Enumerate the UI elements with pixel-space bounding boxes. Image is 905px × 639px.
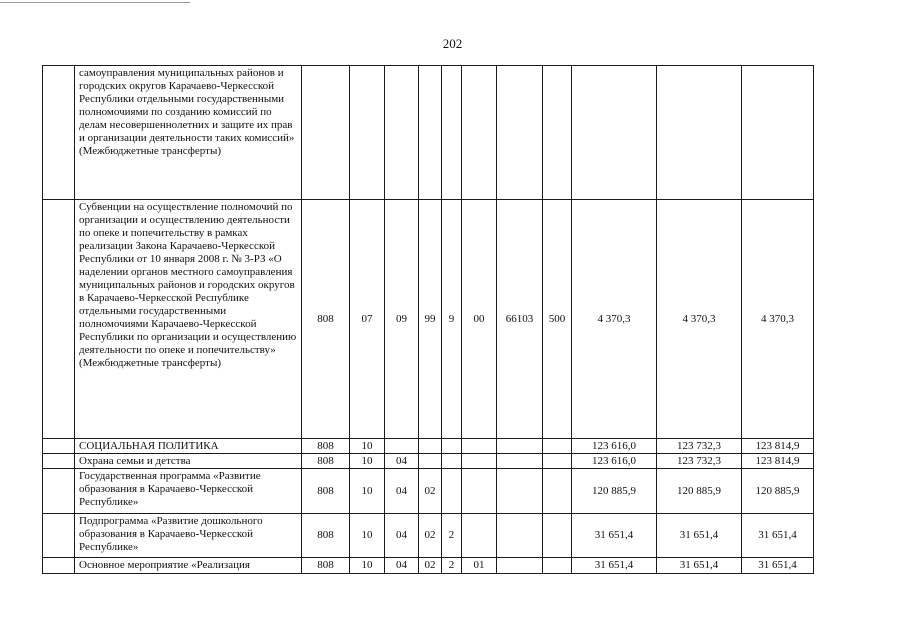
- subprogram-code-cell: [442, 469, 462, 514]
- program-code-cell: 02: [419, 469, 442, 514]
- ministry-code-cell: 808: [302, 558, 350, 574]
- description-cell: Подпрограмма «Развитие дошкольного образования в Карачаево-Черкесской Республике»: [75, 514, 302, 558]
- amount-year1-cell: 123 616,0: [572, 439, 657, 454]
- subprogram-code-cell: 2: [442, 514, 462, 558]
- expense-type-cell: 500: [543, 200, 572, 439]
- event-code-cell: [462, 66, 497, 200]
- section-code-cell: 10: [350, 439, 385, 454]
- table-row: [43, 514, 814, 558]
- program-code-cell: [419, 66, 442, 200]
- section-code-cell: 10: [350, 454, 385, 469]
- event-code-cell: [462, 454, 497, 469]
- amount-year3-cell: [742, 66, 814, 200]
- table-row: [43, 454, 814, 469]
- direction-code-cell: [497, 469, 543, 514]
- program-code-cell: 99: [419, 200, 442, 439]
- description-cell: СОЦИАЛЬНАЯ ПОЛИТИКА: [75, 439, 302, 454]
- ministry-code-cell: 808: [302, 469, 350, 514]
- table-row: [43, 200, 814, 439]
- event-code-cell: 01: [462, 558, 497, 574]
- ministry-code-cell: 808: [302, 454, 350, 469]
- subsection-code-cell: [385, 439, 419, 454]
- direction-code-cell: 66103: [497, 200, 543, 439]
- ministry-code-cell: 808: [302, 439, 350, 454]
- program-code-cell: 02: [419, 514, 442, 558]
- amount-year1-cell: 31 651,4: [572, 558, 657, 574]
- event-code-cell: [462, 439, 497, 454]
- expense-type-cell: [543, 454, 572, 469]
- section-code-cell: 10: [350, 514, 385, 558]
- event-code-cell: [462, 469, 497, 514]
- subprogram-code-cell: 2: [442, 558, 462, 574]
- description-cell: Государственная программа «Развитие образования в Карачаево-Черкесской Республике»: [75, 469, 302, 514]
- table-row: [43, 558, 814, 574]
- amount-year1-cell: 31 651,4: [572, 514, 657, 558]
- index-cell: [43, 558, 75, 574]
- amount-year1-cell: 123 616,0: [572, 454, 657, 469]
- amount-year1-cell: [572, 66, 657, 200]
- subprogram-code-cell: [442, 454, 462, 469]
- scan-edge-line: [0, 2, 190, 3]
- section-code-cell: [350, 66, 385, 200]
- subsection-code-cell: 04: [385, 514, 419, 558]
- program-code-cell: [419, 439, 442, 454]
- subsection-code-cell: 04: [385, 558, 419, 574]
- event-code-cell: [462, 514, 497, 558]
- table-row: [43, 66, 814, 200]
- section-code-cell: 10: [350, 469, 385, 514]
- direction-code-cell: [497, 454, 543, 469]
- subprogram-code-cell: [442, 66, 462, 200]
- subsection-code-cell: 04: [385, 469, 419, 514]
- direction-code-cell: [497, 66, 543, 200]
- index-cell: [43, 439, 75, 454]
- expense-type-cell: [543, 558, 572, 574]
- amount-year2-cell: 123 732,3: [657, 454, 742, 469]
- amount-year2-cell: 123 732,3: [657, 439, 742, 454]
- table-row: [43, 469, 814, 514]
- expense-type-cell: [543, 66, 572, 200]
- amount-year1-cell: 120 885,9: [572, 469, 657, 514]
- subprogram-code-cell: 9: [442, 200, 462, 439]
- direction-code-cell: [497, 514, 543, 558]
- index-cell: [43, 200, 75, 439]
- expense-type-cell: [543, 514, 572, 558]
- budget-table: [42, 65, 814, 574]
- amount-year3-cell: 120 885,9: [742, 469, 814, 514]
- direction-code-cell: [497, 558, 543, 574]
- description-cell: Охрана семьи и детства: [75, 454, 302, 469]
- index-cell: [43, 469, 75, 514]
- subsection-code-cell: 04: [385, 454, 419, 469]
- subsection-code-cell: [385, 66, 419, 200]
- ministry-code-cell: 808: [302, 200, 350, 439]
- expense-type-cell: [543, 439, 572, 454]
- amount-year3-cell: 123 814,9: [742, 454, 814, 469]
- description-cell: самоуправления муниципальных районов и городских округов Карачаево-Черкесской Республики отдельными государственными полномочиями по созданию комиссий по делам несовершеннолетних и защите их прав и организации деятельности таких комиссий» (Межбюджетные трансферты): [75, 66, 302, 200]
- amount-year2-cell: [657, 66, 742, 200]
- amount-year2-cell: 31 651,4: [657, 514, 742, 558]
- amount-year1-cell: 4 370,3: [572, 200, 657, 439]
- description-cell: Субвенции на осуществление полномочий по организации и осуществлению деятельности по опеке и попечительству в рамках реализации Закона Карачаево-Черкесской Республики от 10 января 2008 г. № 3-РЗ «О наделении органов местного самоуправления муниципальных районов и городских округов в Карачаево-Черкесской Республике отдельными государственными полномочиями Карачаево-Черкесской Республики по организации и осуществлению деятельности по опеке и попечительству» (Межбюджетные трансферты): [75, 200, 302, 439]
- index-cell: [43, 454, 75, 469]
- ministry-code-cell: [302, 66, 350, 200]
- program-code-cell: [419, 454, 442, 469]
- subprogram-code-cell: [442, 439, 462, 454]
- direction-code-cell: [497, 439, 543, 454]
- table-row: [43, 439, 814, 454]
- amount-year3-cell: 123 814,9: [742, 439, 814, 454]
- amount-year3-cell: 31 651,4: [742, 558, 814, 574]
- amount-year2-cell: 31 651,4: [657, 558, 742, 574]
- subsection-code-cell: 09: [385, 200, 419, 439]
- index-cell: [43, 66, 75, 200]
- amount-year2-cell: 4 370,3: [657, 200, 742, 439]
- ministry-code-cell: 808: [302, 514, 350, 558]
- event-code-cell: 00: [462, 200, 497, 439]
- description-cell: Основное мероприятие «Реализация: [75, 558, 302, 574]
- program-code-cell: 02: [419, 558, 442, 574]
- amount-year2-cell: 120 885,9: [657, 469, 742, 514]
- expense-type-cell: [543, 469, 572, 514]
- page-number: 202: [442, 36, 463, 51]
- index-cell: [43, 514, 75, 558]
- section-code-cell: 10: [350, 558, 385, 574]
- section-code-cell: 07: [350, 200, 385, 439]
- amount-year3-cell: 31 651,4: [742, 514, 814, 558]
- amount-year3-cell: 4 370,3: [742, 200, 814, 439]
